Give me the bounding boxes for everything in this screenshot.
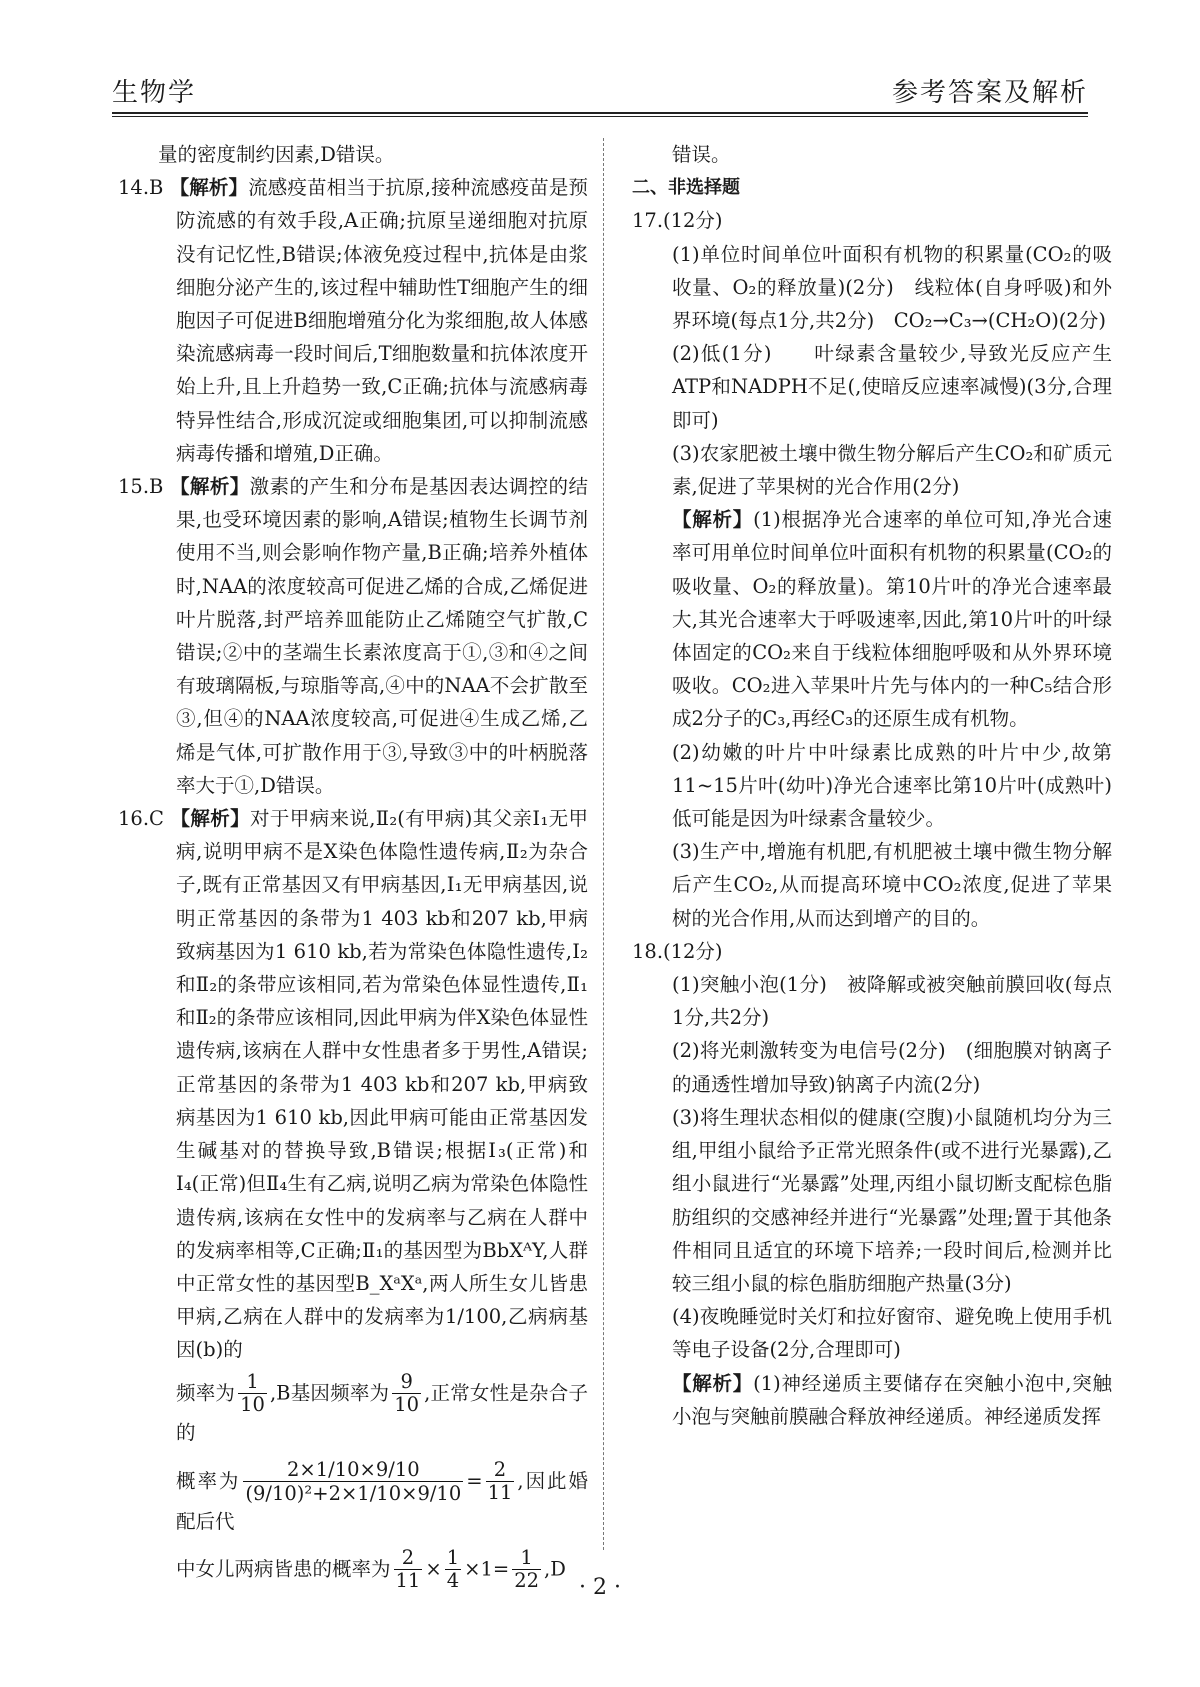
analysis-tag: 【解析】 [672,508,754,532]
page-number: · 2 · [579,1575,621,1600]
analysis-text: 激素的产生和分布是基因表达调控的结果,也受环境因素的影响,A错误;植物生长调节剂使用不当,则会影响作物产量,B正确;培养外植体时,NAA的浓度较高可促进乙烯的合成,乙烯促进叶片脱落,封严培养皿能防止乙烯随空气扩散,C错误;②中的茎端生长素浓度高于①,③和④之间有玻璃隔板,与琼脂等高,④中的NAA不会扩散至③,但④的NAA浓度较高,可促进④生成乙烯,乙烯是气体,可扩散作用于③,导致③中的叶柄脱落率大于①,D错误。 [176,475,588,797]
probability-line: 概率为 $\frac{2\times 1/10\times 9/10}{\text{(9/10)²+2×1/10×9/10}}$ = $\frac{2}{11}$ ,因此婚配后代 [176,1457,588,1534]
answer-18-1: (1)突触小泡(1分) 被降解或被突触前膜回收(每点1分,共2分) [672,973,1112,1030]
answer-14 [118,171,588,470]
answer-16 [118,802,588,1592]
column-divider [603,138,604,1550]
fraction: $\frac{2}{11}$ [395,1545,421,1592]
answer-18-3: (3)将生理状态相似的健康(空腹)小鼠随机均分为三组,甲组小鼠给予正常光照条件(或不进行光暴露),乙组小鼠进行“光暴露”处理,丙组小鼠切断支配棕色脂肪组织的交感神经并进行“光暴露”处理;置于其他条件相同且适宜的环境下培养;一段时间后,检测并比较三组小鼠的棕色脂肪细胞产热量(3分) [672,1105,1112,1295]
fraction: $\frac{1}{22}$ [514,1545,540,1592]
left-column [118,138,588,1592]
question-17-heading: 17.(12分) [632,209,723,233]
analysis-tag: 【解析】 [672,1371,754,1395]
answer-18-4: (4)夜晚睡觉时关灯和拉好窗帘、避免晚上使用手机等电子设备(2分,合理即可) [672,1305,1112,1362]
right-column [632,138,1112,1433]
fraction: $\frac{1}{4}$ [446,1545,460,1592]
continuation-text: 错误。 [672,143,731,166]
question-number: 14.B [118,176,164,200]
fraction: $\frac{9}{10}$ [394,1369,420,1416]
header-title: 参考答案及解析 [891,78,1088,108]
answer-17-3: (3)农家肥被土壤中微生物分解后产生CO₂和矿质元素,促进了苹果树的光合作用(2分) [672,441,1112,499]
continuation-text: 量的密度制约因素,D错误。 [158,143,395,166]
subject-label: 生物学 [112,78,197,108]
answer-15 [118,470,588,802]
compound-fraction: $\frac{2\times 1/10\times 9/10}{\text{(9/10)²+2×1/10×9/10}}$ [245,1457,462,1505]
frequency-line: 频率为 $\frac{1}{10}$ ,B基因频率为 $\frac{9}{10}$ ,正常女性是杂合子的 [176,1369,588,1445]
analysis-tag: 【解析】 [169,176,249,200]
question-18-heading: 18.(12分) [632,939,723,963]
final-probability-line: 中女儿两病皆患的概率为 $\frac{2}{11}$ × $\frac{1}{4}$ ×1= $\frac{1}{22}$ ,D [176,1545,566,1592]
header-rule-thin [112,116,1088,117]
analysis-tag: 【解析】 [170,807,250,831]
header-rule [112,112,1088,114]
answer-18-2: (2)将光刺激转变为电信号(2分) (细胞膜对钠离子的通透性增加导致)钠离子内流(2分) [672,1039,1112,1096]
answer-17-2: (2)低(1分) 叶绿素含量较少,导致光反应产生ATP和NADPH不足(,使暗反应速率减慢)(3分,合理即可) [672,342,1112,432]
question-number: 16.C [118,807,164,831]
section-heading: 二、非选择题 [632,177,740,199]
analysis-17-3: (3)生产中,增施有机肥,有机肥被土壤中微生物分解后产生CO₂,从而提高环境中CO₂浓度,促进了苹果树的光合作用,从而达到增产的目的。 [672,840,1112,930]
analysis-text: 对于甲病来说,Ⅱ₂(有甲病)其父亲Ⅰ₁无甲病,说明甲病不是X染色体隐性遗传病,Ⅱ₂为杂合子,既有正常基因又有甲病基因,Ⅰ₁无甲病基因,说明正常基因的条带为1 403 kb和207 kb,甲病致病基因为1 610 kb,若为常染色体隐性遗传,Ⅰ₂和Ⅱ₂的条带应该相同,若为常染色体显性遗传,Ⅱ₁和Ⅱ₂的条带应该相同,因此甲病为伴X染色体显性遗传病,该病在人群中女性患者多于男性,A错误;正常基因的条带为1 403 kb和207 kb,甲病致病基因为1 610 kb,因此甲病可能由正常基因发生碱基对的替换导致,B错误;根据Ⅰ₃(正常)和Ⅰ₄(正常)但Ⅱ₄生有乙病,说明乙病为常染色体隐性遗传病,该病在女性中的发病率与乙病在人群中的发病率相等,C正确;Ⅱ₁的基因型为BbXᴬY,人群中正常女性的基因型B_XᵃXᵃ,两人所生女儿皆患甲病,乙病在人群中的发病率为1/100,乙病病基因(b)的 [176,807,588,1362]
answer-17-1: (1)单位时间单位叶面积有机物的积累量(CO₂的吸收量、O₂的释放量)(2分) 线粒体(自身呼吸)和外界环境(每点1分,共2分) CO₂→C₃→(CH₂O)(2分) [672,242,1112,333]
analysis-tag: 【解析】 [169,475,250,499]
analysis-17-1: 【解析】(1)根据净光合速率的单位可知,净光合速率可用单位时间单位叶面积有机物的积累量(CO₂的吸收量、O₂的释放量)。第10片叶的净光合速率最大,其光合速率大于呼吸速率,因此,第10片叶的叶绿体固定的CO₂来自于线粒体细胞呼吸和从外界环境吸收。CO₂进入苹果叶片先与体内的一种C₅结合形成2分子的C₃,再经C₃的还原生成有机物。 [672,508,1112,731]
analysis-17-2: (2)幼嫩的叶片中叶绿素比成熟的叶片中少,故第11~15片叶(幼叶)净光合速率比第10片叶(成熟叶)低可能是因为叶绿素含量较少。 [672,740,1112,831]
fraction: $\frac{1}{10}$ [240,1369,265,1416]
analysis-text: 流感疫苗相当于抗原,接种流感疫苗是预防流感的有效手段,A正确;抗原呈递细胞对抗原没有记忆性,B错误;体液免疫过程中,抗体是由浆细胞分泌产生的,该过程中辅助性T细胞产生的细胞因子可促进B细胞增殖分化为浆细胞,故人体感染流感病毒一段时间后,T细胞数量和抗体浓度开始上升,且上升趋势一致,C正确;抗体与流感病毒特异性结合,形成沉淀或细胞集团,可以抑制流感病毒传播和增殖,D正确。 [176,176,588,465]
fraction: $\frac{2}{11}$ [487,1457,513,1504]
analysis-18-1: 【解析】(1)神经递质主要储存在突触小泡中,突触小泡与突触前膜融合释放神经递质。神经递质发挥 [672,1371,1112,1428]
page-header [112,70,1088,110]
question-number: 15.B [118,475,164,499]
